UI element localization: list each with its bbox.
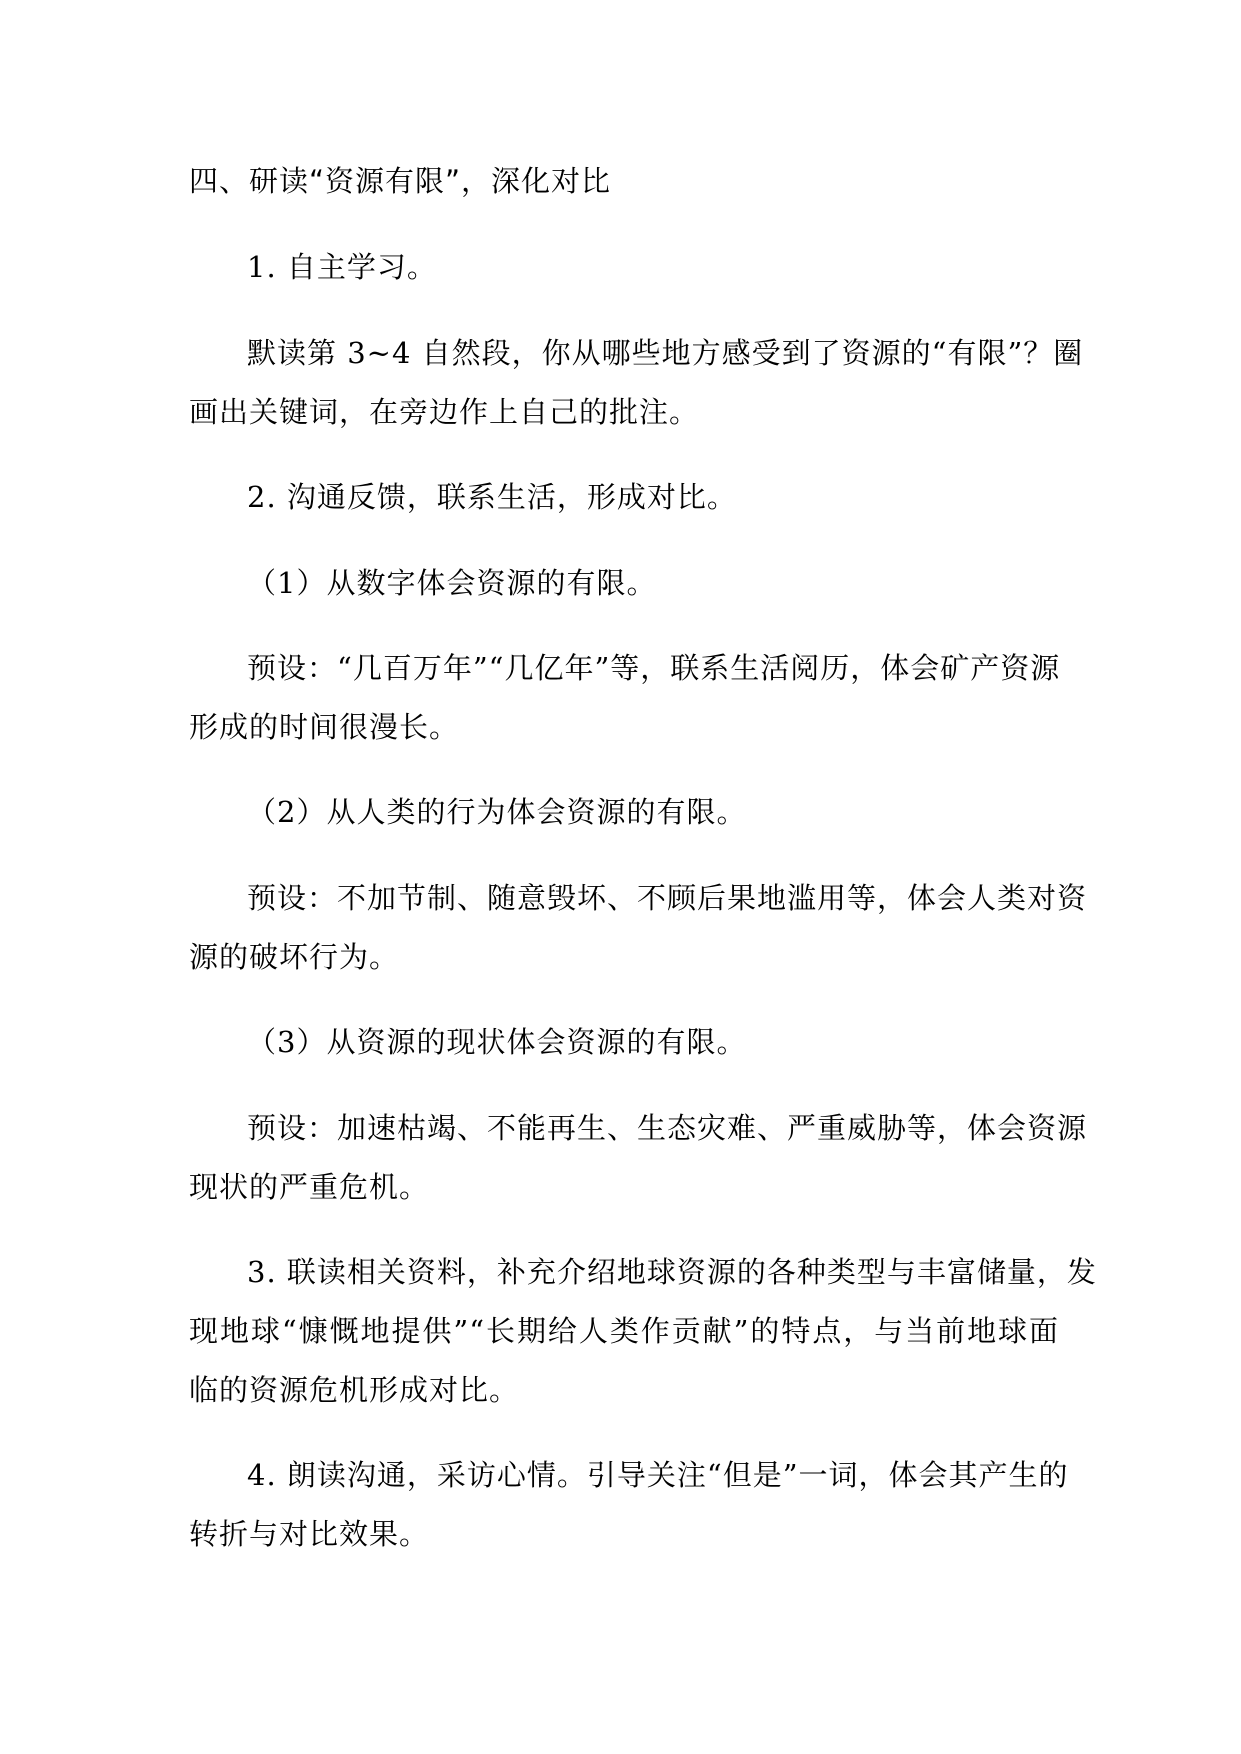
paragraph-line: 1. 自主学习。 [247,250,437,284]
paragraph-line: （3）从资源的现状体会资源的有限。 [247,1025,747,1059]
paragraph-line: （1）从数字体会资源的有限。 [247,566,657,600]
paragraph-line: 转折与对比效果。 [189,1517,430,1551]
paragraph-line: 画出关键词，在旁边作上自己的批注。 [189,395,700,429]
paragraph-line: 默读第 3~4 自然段，你从哪些地方感受到了资源的“有限”？圈 [247,336,1084,370]
paragraph-line: 预设：“几百万年”“几亿年”等，联系生活阅历，体会矿产资源 [247,651,1061,685]
paragraph-line: 4. 朗读沟通，采访心情。引导关注“但是”一词，体会其产生的 [247,1458,1069,1492]
paragraph-line: 临的资源危机形成对比。 [189,1373,520,1407]
paragraph-line: （2）从人类的行为体会资源的有限。 [247,795,747,829]
paragraph-line: 预设：不加节制、随意毁坏、不顾后果地滥用等，体会人类对资 [247,881,1088,915]
paragraph-line: 3. 联读相关资料，补充介绍地球资源的各种类型与丰富储量，发 [247,1255,1097,1289]
paragraph-line: 2. 沟通反馈，联系生活，形成对比。 [247,480,737,514]
section-heading: 四、研读“资源有限”，深化对比 [189,164,612,198]
paragraph-line: 源的破坏行为。 [189,940,400,974]
paragraph-line: 现地球“慷慨地提供”“长期给人类作贡献”的特点，与当前地球面 [189,1314,1059,1348]
paragraph-line: 形成的时间很漫长。 [189,710,460,744]
paragraph-line: 预设：加速枯竭、不能再生、生态灾难、严重威胁等，体会资源 [247,1111,1088,1145]
paragraph-line: 现状的严重危机。 [189,1170,430,1204]
